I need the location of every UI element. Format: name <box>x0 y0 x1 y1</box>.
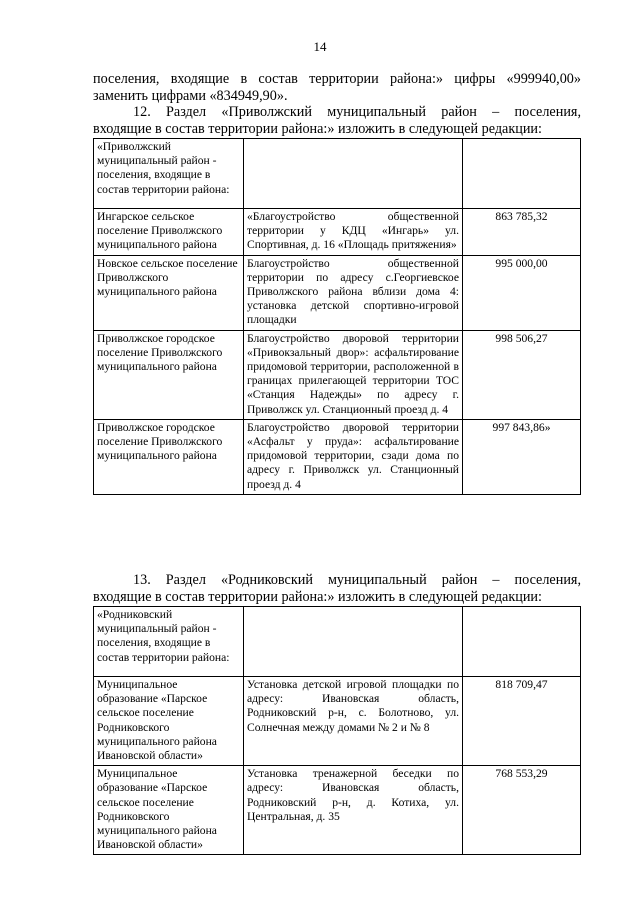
description-cell: Благоустройство дворовой территории «Асфальт у пруда»: асфальтирование придомовой территории, сзади дома по адресу г. Приволжск ул. Станционный проезд д. 4 <box>244 419 463 494</box>
intro-line-1: поселения, входящие в состав территории района:» цифры «999940,00» <box>93 71 581 87</box>
table-header-cell: «Приволжский муниципальный район - поселения, входящие в состав территории района: <box>94 139 244 209</box>
municipality-cell: Приволжское городское поселение Приволжского муниципального района <box>94 419 244 494</box>
description-cell: Установка тренажерной беседки по адресу: Ивановская область, Родниковский р-н, д. Котиха, ул. Центральная, д. 35 <box>244 766 463 855</box>
intro-line-2: заменить цифрами «834949,90». <box>93 88 288 104</box>
table-header-row <box>94 139 581 209</box>
intro-paragraph <box>93 71 581 105</box>
table-row <box>94 677 581 766</box>
amount-cell: 863 785,32 <box>463 209 581 256</box>
amount-cell: 998 506,27 <box>463 330 581 419</box>
amount-cell: 997 843,86» <box>463 419 581 494</box>
table-row <box>94 766 581 855</box>
section-13-heading <box>93 572 581 606</box>
section-12-table <box>93 138 581 495</box>
empty-cell <box>463 139 581 209</box>
section-13-line-2: входящие в состав территории района:» изложить в следующей редакции: <box>93 589 542 605</box>
section-12-line-1: 12. Раздел «Приволжский муниципальный район – поселения, <box>133 104 581 120</box>
municipality-cell: Приволжское городское поселение Приволжского муниципального района <box>94 330 244 419</box>
municipality-cell: Муниципальное образование «Парское сельское поселение Родниковского муниципального района Ивановской области» <box>94 677 244 766</box>
description-cell: Благоустройство дворовой территории «Привокзальный двор»: асфальтирование придомовой территории, расположенной в границах прилегающей территории ТОС «Станция Надежды» по адресу г. Приволжск ул. Станционный проезд д. 4 <box>244 330 463 419</box>
section-13-line-1: 13. Раздел «Родниковский муниципальный район – поселения, <box>133 572 581 588</box>
section-12-line-2: входящие в состав территории района:» изложить в следующей редакции: <box>93 121 542 137</box>
table-row <box>94 419 581 494</box>
table-header-row <box>94 607 581 677</box>
empty-cell <box>244 607 463 677</box>
table-header-cell: «Родниковский муниципальный район - поселения, входящие в состав территории района: <box>94 607 244 677</box>
municipality-cell: Новское сельское поселение Приволжского муниципального района <box>94 255 244 330</box>
amount-cell: 768 553,29 <box>463 766 581 855</box>
empty-cell <box>463 607 581 677</box>
municipality-cell: Муниципальное образование «Парское сельское поселение Родниковского муниципального района Ивановской области» <box>94 766 244 855</box>
amount-cell: 995 000,00 <box>463 255 581 330</box>
table-row <box>94 255 581 330</box>
empty-cell <box>244 139 463 209</box>
municipality-cell: Ингарское сельское поселение Приволжского муниципального района <box>94 209 244 256</box>
table-row <box>94 330 581 419</box>
table-row <box>94 209 581 256</box>
description-cell: Благоустройство общественной территории по адресу с.Георгиевское Приволжского района вблизи дома 4: установка детской спортивно-игровой площадки <box>244 255 463 330</box>
section-13-table <box>93 606 581 855</box>
page-number: 14 <box>313 39 327 54</box>
description-cell: «Благоустройство общественной территории у КДЦ «Ингарь» ул. Спортивная, д. 16 «Площадь притяжения» <box>244 209 463 256</box>
amount-cell: 818 709,47 <box>463 677 581 766</box>
description-cell: Установка детской игровой площадки по адресу: Ивановская область, Родниковский р-н, с. Болотново, ул. Солнечная между домами № 2 и № 8 <box>244 677 463 766</box>
section-12-heading <box>93 104 581 138</box>
